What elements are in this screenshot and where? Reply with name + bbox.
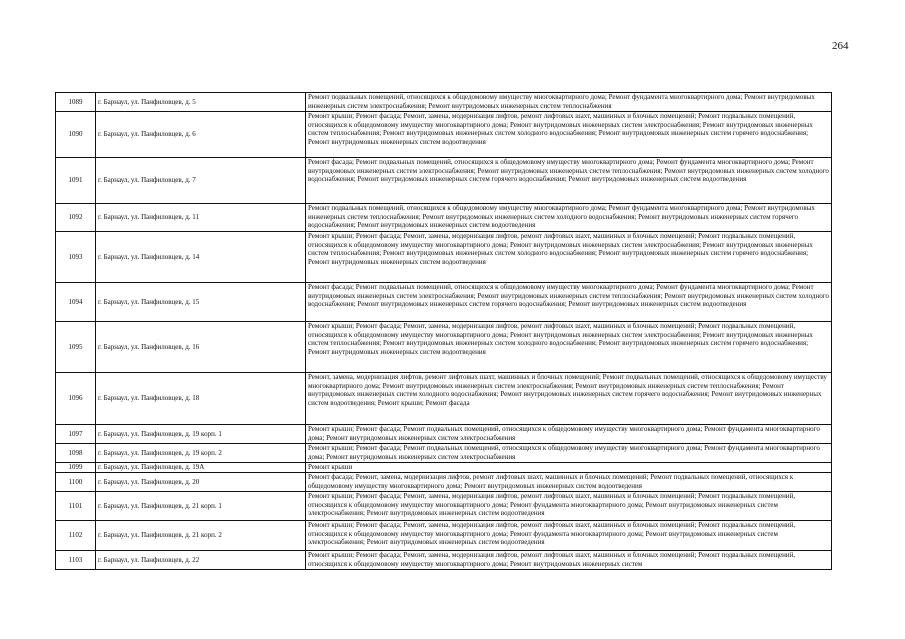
row-address: г. Барнаул, ул. Панфиловцев, д. 19 корп. 1 — [96, 425, 306, 444]
table-row — [56, 463, 832, 473]
row-number: 1093 — [56, 232, 96, 283]
row-works: Ремонт крыши; Ремонт фасада; Ремонт, замена, модернизация лифтов, ремонт лифтовых шахт, машинных и блочных помещений; Ремонт подвальных помещений, относящихся к общедомовому имуществу многоквартирного дома; Ремонт внутридомовых инженерных систем электроснабжения; Ремонт внутридомовых инженерных систем теплоснабжения; Ремонт внутридомовых инженерных систем холодного водоснабжения; Ремонт внутридомовых инженерных систем горячего водоснабжения; Ремонт внутридомовых инженерных систем водоотведения — [306, 322, 832, 373]
repair-registry-table — [55, 92, 832, 570]
table-row — [56, 521, 832, 551]
row-works: Ремонт крыши; Ремонт фасада; Ремонт подвальных помещений, относящихся к общедомовому имуществу многоквартирного дома; Ремонт фундамента многоквартирного дома; Ремонт внутридомовых инженерных систем электроснабжения — [306, 444, 832, 463]
row-address: г. Барнаул, ул. Панфиловцев, д. 19А — [96, 463, 306, 473]
table-row — [56, 232, 832, 283]
table-row — [56, 158, 832, 204]
row-address: г. Барнаул, ул. Панфиловцев, д. 22 — [96, 551, 306, 570]
row-number: 1091 — [56, 158, 96, 204]
table-row — [56, 425, 832, 444]
row-works: Ремонт крыши; Ремонт фасада; Ремонт подвальных помещений, относящихся к общедомовому имуществу многоквартирного дома; Ремонт фундамента многоквартирного дома; Ремонт внутридомовых инженерных систем электроснабжения — [306, 425, 832, 444]
table-row — [56, 492, 832, 521]
row-works: Ремонт фасада; Ремонт подвальных помещений, относящихся к общедомовому имуществу многоквартирного дома; Ремонт фундамента многоквартирного дома; Ремонт внутридомовых инженерных систем электроснабжения; Ремонт внутридомовых инженерных систем теплоснабжения; Ремонт внутридомовых инженерных систем холодного водоснабжения; Ремонт внутридомовых инженерных систем горячего водоснабжения; Ремонт внутридомовых инженерных систем водоотведения — [306, 158, 832, 204]
row-works: Ремонт, замена, модернизация лифтов, ремонт лифтовых шахт, машинных и блочных помещений; Ремонт подвальных помещений, относящихся к общедомовому имуществу многоквартирного дома; Ремонт внутридомовых инженерных систем электроснабжения; Ремонт внутридомовых инженерных систем теплоснабжения; Ремонт внутридомовых инженерных систем холодного водоснабжения; Ремонт внутридомовых инженерных систем горячего водоснабжения; Ремонт внутридомовых инженерных систем водоотведения; Ремонт крыши; Ремонт фасада — [306, 373, 832, 425]
row-address: г. Барнаул, ул. Панфиловцев, д. 14 — [96, 232, 306, 283]
row-works: Ремонт крыши; Ремонт фасада; Ремонт, замена, модернизация лифтов, ремонт лифтовых шахт, машинных и блочных помещений; Ремонт подвальных помещений, относящихся к общедомовому имуществу многоквартирного дома; Ремонт фундамента многоквартирного дома; Ремонт внутридомовых инженерных систем электроснабжения; Ремонт внутридомовых инженерных систем водоотведения — [306, 521, 832, 551]
row-address: г. Барнаул, ул. Панфиловцев, д. 21 корп. 1 — [96, 492, 306, 521]
row-number: 1098 — [56, 444, 96, 463]
row-number: 1095 — [56, 322, 96, 373]
row-address: г. Барнаул, ул. Панфиловцев, д. 18 — [96, 373, 306, 425]
table-row — [56, 444, 832, 463]
row-number: 1090 — [56, 112, 96, 158]
row-number: 1096 — [56, 373, 96, 425]
row-number: 1099 — [56, 463, 96, 473]
row-number: 1089 — [56, 93, 96, 112]
page-number: 264 — [832, 40, 849, 52]
table-row — [56, 283, 832, 322]
row-address: г. Барнаул, ул. Панфиловцев, д. 16 — [96, 322, 306, 373]
row-works: Ремонт крыши; Ремонт фасада; Ремонт, замена, модернизация лифтов, ремонт лифтовых шахт, машинных и блочных помещений; Ремонт подвальных помещений, относящихся к общедомовому имуществу многоквартирного дома; Ремонт внутридомовых инженерных систем электроснабжения; Ремонт внутридомовых инженерных систем теплоснабжения; Ремонт внутридомовых инженерных систем холодного водоснабжения; Ремонт внутридомовых инженерных систем горячего водоснабжения; Ремонт внутридомовых инженерных систем водоотведения — [306, 112, 832, 158]
table-row — [56, 473, 832, 492]
table-row — [56, 373, 832, 425]
row-number: 1102 — [56, 521, 96, 551]
row-number: 1101 — [56, 492, 96, 521]
row-number: 1094 — [56, 283, 96, 322]
row-address: г. Барнаул, ул. Панфиловцев, д. 15 — [96, 283, 306, 322]
row-number: 1097 — [56, 425, 96, 444]
row-address: г. Барнаул, ул. Панфиловцев, д. 19 корп. 2 — [96, 444, 306, 463]
row-works: Ремонт крыши; Ремонт фасада; Ремонт, замена, модернизация лифтов, ремонт лифтовых шахт, машинных и блочных помещений; Ремонт подвальных помещений, относящихся к общедомовому имуществу многоквартирного дома; Ремонт фундамента многоквартирного дома; Ремонт внутридомовых инженерных систем электроснабжения; Ремонт внутридомовых инженерных систем водоотведения — [306, 492, 832, 521]
row-number: 1103 — [56, 551, 96, 570]
row-works: Ремонт подвальных помещений, относящихся к общедомовому имуществу многоквартирного дома; Ремонт фундамента многоквартирного дома; Ремонт внутридомовых инженерных систем теплоснабжения; Ремонт внутридомовых инженерных систем холодного водоснабжения; Ремонт внутридомовых инженерных систем горячего водоснабжения; Ремонт внутридомовых инженерных систем водоотведения — [306, 204, 832, 232]
row-works: Ремонт крыши; Ремонт фасада; Ремонт, замена, модернизация лифтов, ремонт лифтовых шахт, машинных и блочных помещений; Ремонт подвальных помещений, относящихся к общедомовому имуществу многоквартирного дома; Ремонт внутридомовых инженерных систем электроснабжения; Ремонт внутридомовых инженерных систем теплоснабжения; Ремонт внутридомовых инженерных систем холодного водоснабжения; Ремонт внутридомовых инженерных систем горячего водоснабжения; Ремонт внутридомовых инженерных систем водоотведения — [306, 232, 832, 283]
row-works: Ремонт крыши; Ремонт фасада; Ремонт, замена, модернизация лифтов, ремонт лифтовых шахт, машинных и блочных помещений; Ремонт подвальных помещений, относящихся к общедомовому имуществу многоквартирного дома; Ремонт внутридомовых инженерных систем — [306, 551, 832, 570]
row-works: Ремонт крыши — [306, 463, 832, 473]
row-works: Ремонт фасада; Ремонт, замена, модернизация лифтов, ремонт лифтовых шахт, машинных и блочных помещений; Ремонт подвальных помещений, относящихся к общедомовому имуществу многоквартирного дома; Ремонт внутридомовых инженерных систем водоотведения — [306, 473, 832, 492]
table-body — [56, 93, 832, 570]
row-works: Ремонт фасада; Ремонт подвальных помещений, относящихся к общедомовому имуществу многоквартирного дома; Ремонт фундамента многоквартирного дома; Ремонт внутридомовых инженерных систем электроснабжения; Ремонт внутридомовых инженерных систем теплоснабжения; Ремонт внутридомовых инженерных систем холодного водоснабжения; Ремонт внутридомовых инженерных систем горячего водоснабжения; Ремонт внутридомовых инженерных систем водоотведения — [306, 283, 832, 322]
row-address: г. Барнаул, ул. Панфиловцев, д. 20 — [96, 473, 306, 492]
row-number: 1100 — [56, 473, 96, 492]
row-address: г. Барнаул, ул. Панфиловцев, д. 11 — [96, 204, 306, 232]
table-row — [56, 112, 832, 158]
row-address: г. Барнаул, ул. Панфиловцев, д. 6 — [96, 112, 306, 158]
table-row — [56, 204, 832, 232]
table-row — [56, 322, 832, 373]
row-works: Ремонт подвальных помещений, относящихся к общедомовому имуществу многоквартирного дома; Ремонт фундамента многоквартирного дома; Ремонт внутридомовых инженерных систем электроснабжения; Ремонт внутридомовых инженерных систем теплоснабжения — [306, 93, 832, 112]
row-number: 1092 — [56, 204, 96, 232]
row-address: г. Барнаул, ул. Панфиловцев, д. 21 корп. 2 — [96, 521, 306, 551]
row-address: г. Барнаул, ул. Панфиловцев, д. 7 — [96, 158, 306, 204]
table-row — [56, 93, 832, 112]
table-row — [56, 551, 832, 570]
row-address: г. Барнаул, ул. Панфиловцев, д. 5 — [96, 93, 306, 112]
